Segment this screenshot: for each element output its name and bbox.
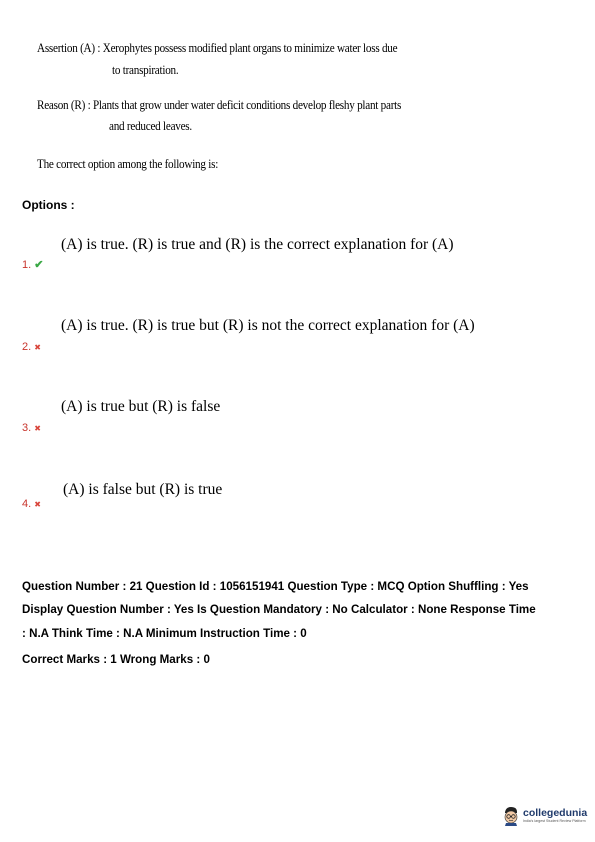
assertion-line-1 (37, 40, 397, 56)
question-meta-line-4: Correct Marks : 1 Wrong Marks : 0 (22, 653, 210, 666)
option-1-number (22, 258, 43, 271)
cross-icon: ✖ (34, 423, 41, 433)
cross-icon: ✖ (34, 499, 41, 509)
question-prompt: The correct option among the following is: (37, 156, 219, 171)
option-number: 3. (22, 422, 32, 434)
option-4-number (22, 498, 41, 510)
question-meta-line-1: Question Number : 21 Question Id : 1056151941 Question Type : MCQ Option Shuffling : Yes (22, 580, 529, 593)
assertion-line-2: to transpiration. (112, 62, 179, 77)
options-heading: Options : (22, 198, 75, 212)
option-2-text: (A) is true. (R) is true but (R) is not the correct explanation for (A) (61, 317, 475, 334)
reason-line-1 (37, 97, 401, 113)
reason-line-2: and reduced leaves. (109, 118, 192, 133)
option-2-number (22, 341, 41, 353)
option-3-number (22, 422, 41, 434)
option-3-text: (A) is true but (R) is false (61, 398, 221, 415)
cross-icon: ✖ (34, 342, 41, 352)
option-number: 1. (22, 258, 32, 271)
option-number: 4. (22, 498, 32, 510)
assertion-text: Xerophytes possess modified plant organs to minimize water loss due (102, 40, 398, 55)
option-1-text: (A) is true. (R) is true and (R) is the correct explanation for (A) (61, 236, 454, 253)
collegedunia-logo (502, 806, 587, 826)
question-meta-line-3: : N.A Think Time : N.A Minimum Instruction Time : 0 (22, 627, 307, 640)
assertion-label: Assertion (A) : (37, 40, 101, 55)
reason-text: Plants that grow under water deficit conditions develop fleshy plant parts (92, 97, 402, 112)
question-meta-line-2: Display Question Number : Yes Is Question Mandatory : No Calculator : None Response Time (22, 603, 536, 616)
option-number: 2. (22, 341, 32, 353)
brand-name: collegedunia (523, 807, 588, 819)
option-4-text: (A) is false but (R) is true (63, 481, 223, 498)
brand-tagline: India's largest Student Review Platform (523, 819, 586, 823)
mascot-icon (502, 806, 520, 826)
reason-label: Reason (R) : (37, 97, 91, 112)
check-icon: ✔ (34, 259, 44, 271)
